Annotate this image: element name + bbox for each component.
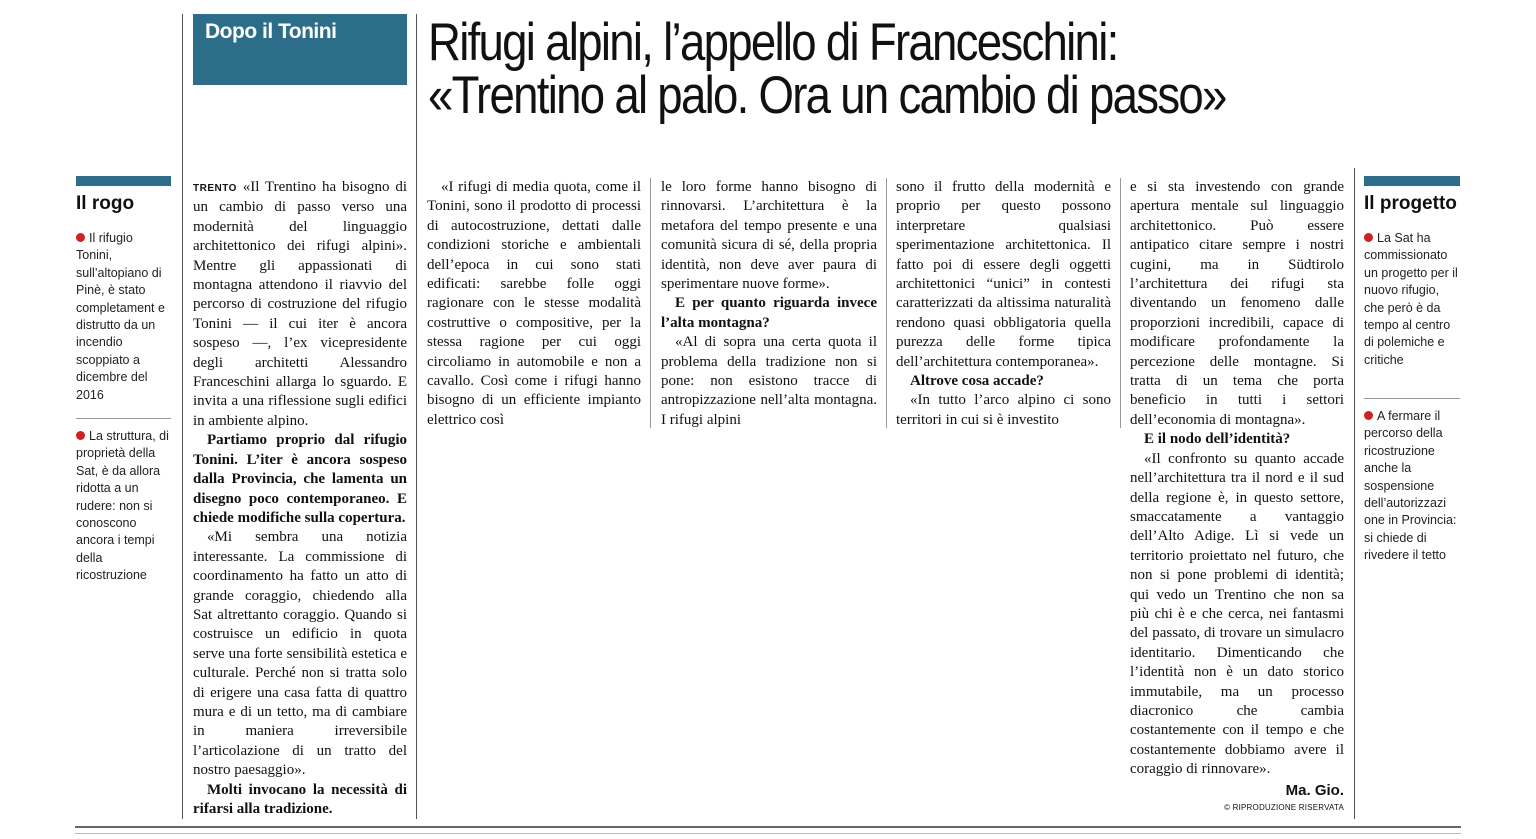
- lead-text: «Il Trentino ha bisogno di un cambio di passo verso una modernità del linguaggio architettonico dei rifugi alpini». Mentre gli appassionati di montagna attendono il riavvio del percorso di costruzione del rifugio Tonini — il cui iter è ancora sospeso —, l’ex vicepresidente degli architetti Alessandro Franceschini allarga lo sguardo. E invita a una riflessione sugli edifici in ambiente alpino.: [193, 179, 407, 429]
- column-rule-4-5: [1120, 178, 1121, 428]
- interview-question: Molti invocano la necessità di rifarsi alla tradizione.: [193, 781, 407, 817]
- headline-line-1: Rifugi alpini, l’appello di Franceschini:: [428, 13, 1118, 72]
- answer-continued: e si sta investendo con grande apertura mentale sul linguaggio architettonico. Può essere antipatico citare sempre i nostri cugini, ma in Südtirolo l’architettura dei rifugi sta diventando un fenomeno dalle proporzioni incredibili, capace di modificare profondamente la percezione delle montagne. Si tratta di un tema che porta beneficio in tutti i settori dell’economia di montagna».: [1130, 179, 1344, 428]
- copyright-notice: © RIPRODUZIONE RISERVATA: [1224, 803, 1344, 812]
- article-column-3: [661, 178, 877, 430]
- answer-continued: le loro forme hanno bisogno di rinnovarsi. L’architettura è la metafora del tempo presente e una comunità sicura di sé, della propria identità, non deve aver paura di sperimentare nuove forme».: [661, 179, 877, 293]
- author-signature: Ma. Gio.: [1285, 782, 1344, 799]
- bullet-icon: [76, 233, 85, 242]
- interview-question: Partiamo proprio dal rifugio Tonini. L’iter è ancora sospeso dalla Provincia, che lamenta un disegno poco contemporaneo. E chiede modifiche sulla copertura.: [193, 432, 407, 526]
- right-box-title: Il progetto: [1364, 193, 1457, 214]
- bullet-icon: [76, 431, 85, 440]
- left-box-title: Il rogo: [76, 193, 135, 214]
- bullet-icon: [1364, 233, 1373, 242]
- column-rule-left: [182, 14, 183, 819]
- left-box-item: [76, 230, 172, 404]
- lead-paragraph: [193, 178, 407, 431]
- interview-answer: «Mi sembra una notizia interessante. La commissione di coordinamento ha fatto un atto di grande coraggio, chiedendo alla Sat altrettanto coraggio. Quando si costruisce un edificio in quota serve una forte sensibilità estetica e culturale. Perché non si tratta solo di erigere una casa fatta di quattro mura e di un tetto, ma di cambiare in maniera irreversibile l’articolazione di un tratto del nostro paesaggio».: [193, 529, 407, 779]
- article-column-2: [427, 178, 641, 430]
- bullet-icon: [1364, 411, 1373, 420]
- right-box-item-text: A fermare il percorso della ricostruzione anche la sospensione dell’autorizzazi one in Provincia: si chiede di rivedere il tetto: [1364, 409, 1457, 563]
- interview-question: E il nodo dell’identità?: [1144, 431, 1291, 448]
- kicker-tag: [193, 14, 407, 85]
- interview-question: Altrove cosa accade?: [910, 373, 1044, 390]
- interview-answer: «In tutto l’arco alpino ci sono territori in cui si è investito: [896, 392, 1111, 428]
- column-rule-right: [1354, 168, 1355, 819]
- interview-answer: «Il confronto su quanto accade nell’architettura tra il nord e il sud della regione è, in questo settore, smaccatamente a vantaggio dell’Alto Adige. Lì si vede un territorio proiettato nel futuro, che non si pone problemi di identità; qui vedo un Trentino che non sa più chi è e che cerca, nei fantasmi del passato, di trovare un simulacro identitario. Dimenticando che l’identità non è un dato storico immutabile, ma un processo diacronico che cambia costantemente con il tempo e che costantemente dobbiamo avere il coraggio di rinnovare».: [1130, 450, 1344, 778]
- left-box-bar: [76, 176, 171, 186]
- left-box-separator: [76, 418, 171, 419]
- right-box-item-text: La Sat ha commissionato un progetto per il nuovo rifugio, che però è da tempo al centro di polemiche e critiche: [1364, 231, 1458, 367]
- answer-continued: sono il frutto della modernità e proprio per questo possono interpretare qualsiasi sperimentazione architettonica. Il fatto poi di essere degli oggetti architettonici “unici” in contesti caratterizzati da altissima naturalità rendono quasi obbligatoria quella purezza delle forme tipica dell’architettura contemporanea».: [896, 179, 1111, 370]
- article-column-5: [1130, 178, 1344, 780]
- right-box-bar: [1364, 176, 1460, 186]
- left-box-item-text: La struttura, di proprietà della Sat, è da allora ridotta a un rudere: non si conoscono ancora i tempi della ricostruzione: [76, 429, 169, 583]
- headline: [428, 13, 1314, 125]
- kicker-label: Dopo il Tonini: [205, 20, 337, 43]
- interview-answer: «Al di sopra una certa quota il problema della tradizione non si pone: non esistono tracce di antropizzazione nell’alta montagna. I rifugi alpini: [661, 334, 877, 428]
- left-box-item-text: Il rifugio Tonini, sull’altopiano di Pinè, è stato completament e distrutto da un incendio scoppiato a dicembre del 2016: [76, 231, 165, 402]
- left-box-item: [76, 428, 172, 585]
- right-box-separator: [1364, 398, 1460, 399]
- interview-answer: «I rifugi di media quota, come il Tonini, sono il prodotto di processi di autocostruzione, dettati dalle condizioni storiche e ambientali dell’epoca in cui sono stati edificati: sarebbe folle oggi ragionare con le stesse modalità costruttive o compositive, per la stessa ragione per cui oggi circoliamo in automobile e non a cavallo. Così come i rifugi hanno bisogno di un efficiente impianto elettrico così: [427, 179, 641, 428]
- right-box-item: [1364, 230, 1460, 369]
- headline-line-2: «Trentino al palo. Ora un cambio di passo»: [428, 66, 1226, 125]
- dateline: TRENTO: [193, 183, 237, 194]
- right-box-item: [1364, 408, 1460, 565]
- interview-question: E per quanto riguarda invece l’alta montagna?: [661, 295, 877, 331]
- column-rule-2-3: [650, 178, 651, 428]
- article-column-1: [193, 178, 407, 819]
- column-rule-headline: [416, 14, 417, 819]
- footer-rule-thin: [75, 833, 1461, 834]
- footer-rule: [75, 826, 1461, 828]
- article-column-4: [896, 178, 1111, 430]
- column-rule-3-4: [886, 178, 887, 428]
